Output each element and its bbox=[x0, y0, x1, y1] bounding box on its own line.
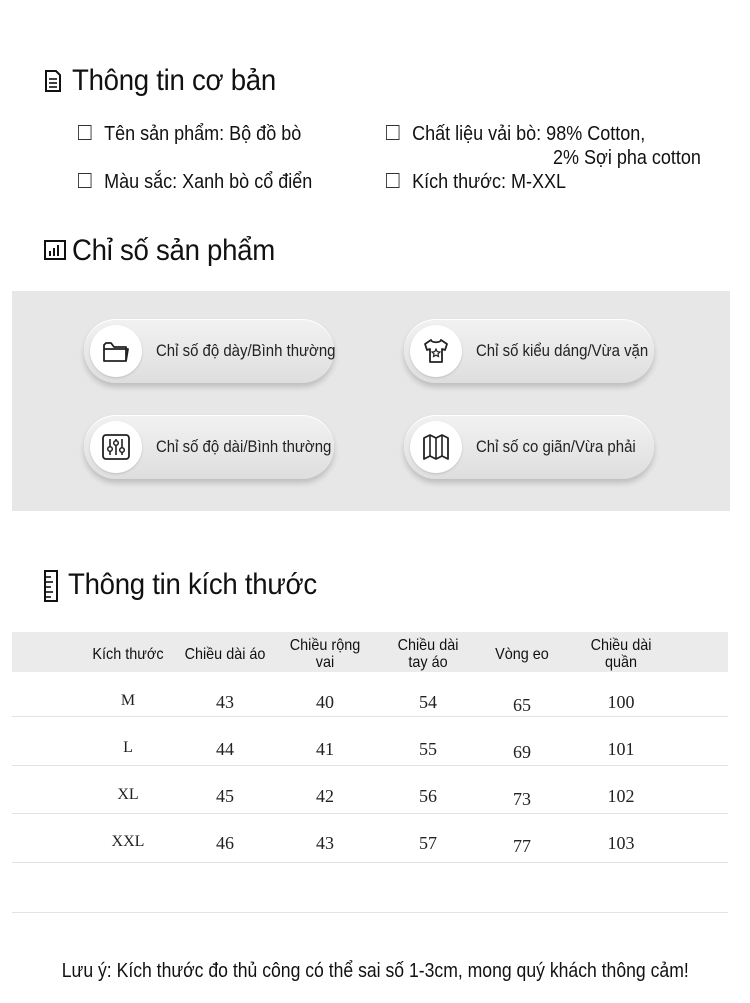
measurement-cell: 57 bbox=[419, 833, 437, 853]
size-table-header-cell bbox=[572, 637, 671, 671]
tshirt-icon bbox=[421, 336, 451, 366]
elasticity-index-pill bbox=[404, 415, 654, 479]
info-item-material-line2: 2% Sợi pha cotton bbox=[553, 147, 701, 169]
header-line: quần bbox=[604, 654, 638, 671]
header-line: vai bbox=[315, 654, 335, 671]
measurement-cell: 55 bbox=[419, 739, 437, 759]
measurement-cell: 100 bbox=[607, 692, 635, 712]
measurement-cell: 42 bbox=[316, 786, 334, 806]
document-icon bbox=[44, 70, 62, 92]
info-item-product-name: Tên sản phẩm: Bộ đồ bò bbox=[78, 123, 301, 146]
pill-label: Chỉ số độ dày/Bình thường bbox=[156, 341, 336, 360]
row-divider bbox=[12, 813, 728, 814]
sliders-icon bbox=[101, 432, 131, 462]
measurement-cell: 73 bbox=[513, 789, 531, 809]
info-item-material: Chất liệu vải bò: 98% Cotton, bbox=[386, 123, 645, 146]
size-table-header-cell bbox=[176, 646, 275, 663]
header-line: Chiều rộng bbox=[289, 637, 361, 654]
measurement-cell: 101 bbox=[607, 739, 635, 759]
length-index-pill bbox=[84, 415, 334, 479]
size-label-cell: M bbox=[120, 692, 136, 709]
checkbox-icon bbox=[386, 173, 400, 188]
measurement-cell: 40 bbox=[316, 692, 334, 712]
measurement-cell: 54 bbox=[419, 692, 437, 712]
measurement-cell: 45 bbox=[216, 786, 234, 806]
checkbox-icon bbox=[78, 173, 92, 188]
size-table-header-cell bbox=[379, 637, 478, 671]
size-table-header-cell bbox=[276, 637, 375, 671]
header-line: Vòng eo bbox=[495, 646, 549, 663]
measurement-cell: 77 bbox=[513, 836, 531, 856]
checkbox-icon bbox=[386, 125, 400, 140]
measurement-cell: 65 bbox=[513, 695, 531, 715]
ruler-icon bbox=[44, 570, 58, 602]
row-divider bbox=[12, 912, 728, 913]
size-label-cell: XL bbox=[117, 786, 139, 803]
product-index-title: Chỉ số sản phẩm bbox=[72, 234, 275, 267]
header-line: Chiều dài bbox=[397, 637, 459, 654]
size-label-cell: L bbox=[123, 739, 133, 756]
signal-bars-icon bbox=[44, 240, 66, 260]
pill-label: Chỉ số kiểu dáng/Vừa vặn bbox=[476, 341, 649, 360]
info-item-size: Kích thước: M-XXL bbox=[386, 171, 566, 194]
row-divider bbox=[12, 765, 728, 766]
basic-info-title: Thông tin cơ bản bbox=[72, 64, 276, 97]
measurement-cell: 69 bbox=[513, 742, 531, 762]
measurement-cell: 43 bbox=[316, 833, 334, 853]
measurement-cell: 56 bbox=[419, 786, 437, 806]
measurement-cell: 46 bbox=[216, 833, 234, 853]
size-label-cell: XXL bbox=[111, 833, 145, 850]
measurement-cell: 44 bbox=[216, 739, 234, 759]
header-line: tay áo bbox=[408, 654, 448, 671]
folder-icon bbox=[101, 336, 131, 366]
fit-index-pill bbox=[404, 319, 654, 383]
info-item-color: Màu sắc: Xanh bò cổ điển bbox=[78, 171, 312, 194]
measurement-cell: 103 bbox=[607, 833, 635, 853]
folded-map-icon bbox=[421, 432, 451, 462]
pill-label: Chỉ số độ dài/Bình thường bbox=[156, 437, 332, 456]
size-info-title: Thông tin kích thước bbox=[68, 568, 317, 601]
product-index-panel bbox=[12, 291, 730, 511]
row-divider bbox=[12, 862, 728, 863]
header-line: Chiều dài áo bbox=[184, 646, 266, 663]
header-line: Chiều dài bbox=[590, 637, 652, 654]
measurement-cell: 41 bbox=[316, 739, 334, 759]
measurement-cell: 43 bbox=[216, 692, 234, 712]
size-note: Lưu ý: Kích thước đo thủ công có thể sai số 1-3cm, mong quý khách thông cảm! bbox=[61, 960, 689, 982]
row-divider bbox=[12, 716, 728, 717]
pill-label: Chỉ số co giãn/Vừa phải bbox=[476, 437, 636, 456]
thickness-index-pill bbox=[84, 319, 334, 383]
measurement-cell: 102 bbox=[607, 786, 635, 806]
size-table-header-cell bbox=[473, 646, 572, 663]
header-line: Kích thước bbox=[92, 646, 164, 663]
size-table-header-cell bbox=[79, 646, 178, 663]
checkbox-icon bbox=[78, 125, 92, 140]
